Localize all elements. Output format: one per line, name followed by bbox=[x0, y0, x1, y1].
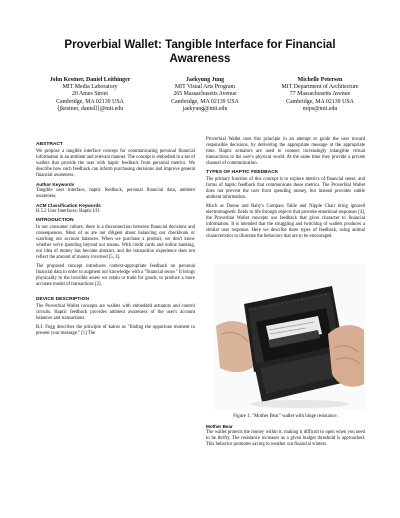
acm-heading: ACM Classification Keywords bbox=[36, 203, 101, 208]
kairos-continuation: Proverbial Wallet uses this principle in an attempt to guide the user toward responsible decisions, by delivering the appropriate message at the appropriate time. Haptic actuators are used to connect increasingly intangible virtual transactions to the user's physical world. At the same time they provide a private channel of communication. bbox=[206, 137, 365, 166]
author-2 bbox=[151, 77, 259, 113]
keywords-heading: Author Keywords bbox=[36, 182, 75, 187]
author-affiliation: MIT Visual Arts Program bbox=[174, 84, 236, 91]
author-name: John Kestner, Daniel Leithinger bbox=[49, 77, 131, 83]
author-address: 265 Massachusetts Avenue bbox=[173, 91, 237, 98]
haptic-paragraph-1: The primary function of this concept is to explore metrics of financial sense, and forms of haptic feedback that communicate these metrics. The Proverbial Wallet does not prevent the user from spending money, but instead provides subtle ambient information. bbox=[206, 177, 365, 200]
introduction-paragraph-2: The proposed concept introduces context-appropriate feedback on personal financial data in order to augment our knowledge with a "financial sense." It brings physicality to the invisible assets we retain or trade for goods, to produce a more accurate model of transactions [2]. bbox=[36, 264, 195, 287]
keywords-text: Tangible user interface, haptic feedback, personal financial data, ambient awareness bbox=[36, 188, 195, 199]
author-name: Jaekyung Jung bbox=[185, 77, 225, 83]
author-address: 77 Massachusetts Avenue bbox=[289, 91, 351, 98]
author-city: Cambridge, MA 02139 USA bbox=[286, 98, 354, 105]
left-column bbox=[36, 142, 195, 340]
abstract-heading: ABSTRACT bbox=[36, 142, 63, 147]
author-email: jaekyung@mit.edu bbox=[182, 105, 228, 112]
author-city: Cambridge, MA 02139 USA bbox=[171, 98, 239, 105]
wallet-photo bbox=[214, 264, 366, 410]
device-paragraph-1: The Proverbial Wallet concepts are wallets with embedded actuators and control circuits. Haptic feedback provides ambient awareness of the user's account balances and transactions. bbox=[36, 304, 195, 321]
paper-title: Proverbial Wallet: Tangible Interface for Financial Awareness bbox=[64, 38, 336, 65]
haptic-paragraph-2: Much as Dunne and Raby's Compass Table and Nipple Chair bring ignored electromagnetic fields to life through objects that provoke emotional responses [4], the Proverbial Wallet concepts use feedback that gives character to financial information. It is intended that the struggling and twitching of wallets produces a similar user response. Here we describe three types of feedback, using animal characteristics to illustrate the behaviors that are to be encouraged. bbox=[206, 204, 365, 239]
author-1 bbox=[36, 77, 144, 113]
author-affiliation: MIT Media Laboratory bbox=[62, 84, 118, 91]
author-name: Michelle Petersen bbox=[297, 77, 343, 83]
acm-text: H.5.2 User Interfaces: Haptic I/O. bbox=[36, 209, 101, 214]
author-address: 20 Ames Street bbox=[72, 91, 108, 98]
haptic-heading: TYPES OF HAPTIC FEEDBACK bbox=[206, 170, 279, 175]
author-email: mips@mit.edu bbox=[302, 105, 338, 112]
author-city: Cambridge, MA 02139 USA bbox=[56, 98, 124, 105]
abstract-text: We propose a tangible interface concept for communicating personal financial information in an ambient and relevant manner. The concept is embodied in a set of wallets that provide the user with haptic feedback from personal metrics. We describe how such feedback can inform purchasing decisions and improve general financial awareness. bbox=[36, 149, 195, 178]
introduction-paragraph-1: In our consumer culture, there is a disconnection between financial decisions and consequences. Most of us are not diligent about balancing our checkbook or watching our account balances. When we purchase a product, we don't know whether we're spending beyond our means. With credit cards and online banking, our idea of money has become abstract, and the transaction experience does not reflect the amount of money involved [5, 3]. bbox=[36, 225, 195, 260]
author-affiliation: MIT Department of Architecture bbox=[281, 84, 359, 91]
device-paragraph-2: B.J. Fogg describes the principle of kairos as "finding the opportune moment to present your message." [1] The bbox=[36, 325, 195, 336]
introduction-heading: INTRODUCTION bbox=[36, 218, 74, 223]
wallet-illustration bbox=[214, 264, 366, 410]
author-3 bbox=[266, 77, 374, 113]
mother-bear-heading: Mother Bear bbox=[206, 424, 233, 429]
mother-bear-text: The wallet protects the money within it, making it difficult to open when you need to be thrifty. The resistance increases as a given budget threshold is approached. This behavior promotes saving to weather out financial winters. bbox=[206, 430, 365, 447]
right-column bbox=[206, 137, 365, 243]
mother-bear-section bbox=[206, 424, 365, 451]
author-block bbox=[36, 77, 374, 113]
device-heading: DEVICE DESCRIPTION bbox=[36, 297, 89, 302]
figure-caption: Figure 1. "Mother Bear" wallet with hinge resistance. bbox=[233, 414, 338, 419]
author-email: {jkestner, daniell}@mit.edu bbox=[56, 105, 124, 112]
